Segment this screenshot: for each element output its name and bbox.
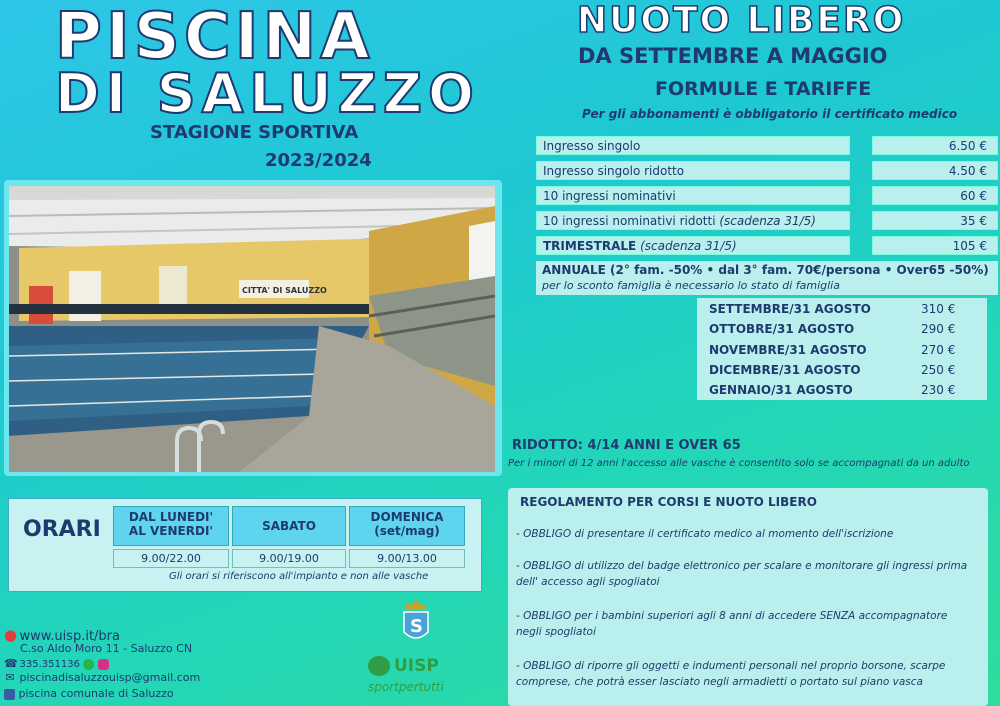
reduced-note: Per i minori di 12 anni l'accesso alle vasche è consentito solo se accompagnati da un adulto — [508, 458, 970, 469]
contact-address: C.so Aldo Moro 11 - Saluzzo CN — [20, 642, 193, 655]
day-line1: SABATO — [262, 519, 316, 533]
rule-item: - OBBLIGO per i bambini superiori agli 8 anni di accedere SENZA accompagnatore negli spogliatoi — [516, 610, 948, 638]
period-label: SETTEMBRE/31 AGOSTO — [709, 302, 871, 316]
rule-item: - OBBLIGO di riporre gli oggetti e indumenti personali nel proprio borsone, scarpe comprese, che potrà esser lasciato negli armadietti o portato sul piano vasca — [516, 660, 946, 688]
season-label: STAGIONE SPORTIVA — [150, 122, 359, 143]
period-label: GENNAIO/31 AGOSTO — [709, 383, 853, 397]
contact-phone[interactable]: 335.351136 — [19, 659, 80, 670]
schedule-box — [8, 498, 482, 592]
day-line1: DOMENICA — [370, 510, 444, 524]
facebook-icon — [4, 689, 15, 700]
tariff-label: Ingresso singolo — [543, 139, 641, 153]
tariff-row — [536, 211, 850, 230]
annual-periods — [697, 298, 987, 400]
day-line1: DAL LUNEDI' — [128, 510, 214, 524]
schedule-hours: 9.00/19.00 — [232, 549, 346, 568]
schedule-label: ORARI — [23, 517, 101, 542]
offer-subtitle: FORMULE E TARIFFE — [655, 78, 872, 100]
uisp-brand: UISP — [394, 656, 439, 676]
day-line2: AL VENERDI' — [128, 524, 214, 538]
tariff-row — [536, 161, 850, 180]
tariff-row — [536, 136, 850, 155]
tariff-price: 105 € — [872, 236, 998, 255]
schedule-day-header — [232, 506, 346, 546]
uisp-mark-icon — [368, 656, 390, 676]
tariff-label: Ingresso singolo ridotto — [543, 164, 685, 178]
tariff-label: 10 ingressi nominativi — [543, 189, 676, 203]
tariff-price: 4.50 € — [872, 161, 998, 180]
annual-label: ANNUALE (2° fam. -50% • dal 3° fam. 70€/persona • Over65 -50%) — [542, 263, 989, 277]
period-label: NOVEMBRE/31 AGOSTO — [709, 343, 867, 357]
tariff-price: 6.50 € — [872, 136, 998, 155]
annual-box — [536, 261, 998, 295]
rules-title: REGOLAMENTO PER CORSI E NUOTO LIBERO — [520, 495, 817, 509]
main-subtitle: DI SALUZZO — [55, 62, 480, 125]
map-pin-icon: ● — [4, 626, 18, 644]
uisp-logo — [368, 656, 452, 700]
svg-text:S: S — [410, 616, 423, 637]
schedule-day-header — [113, 506, 229, 546]
tariff-row — [536, 236, 850, 255]
contact-phone-row[interactable] — [4, 657, 109, 670]
schedule-note: Gli orari si riferiscono all'impianto e non alle vasche — [169, 571, 429, 582]
contact-website[interactable]: www.uisp.it/bra — [19, 629, 120, 644]
rule-item: - OBBLIGO di presentare il certificato medico al momento dell'iscrizione — [516, 528, 894, 540]
offer-period: DA SETTEMBRE A MAGGIO — [578, 44, 888, 68]
whatsapp-icon — [83, 659, 94, 670]
photo-sign: CITTA' DI SALUZZO — [242, 286, 327, 295]
instagram-icon — [98, 659, 109, 670]
period-label: DICEMBRE/31 AGOSTO — [709, 363, 861, 377]
period-price: 310 € — [921, 302, 956, 316]
tariff-label: 10 ingressi nominativi ridotti — [543, 214, 716, 228]
email-icon: ✉ — [5, 671, 15, 684]
period-price: 290 € — [921, 322, 956, 336]
schedule-day-header — [349, 506, 465, 546]
main-title: PISCINA — [55, 0, 374, 74]
contact-facebook[interactable]: piscina comunale di Saluzzo — [18, 687, 174, 700]
tariff-note: (scadenza 31/5) — [640, 239, 737, 253]
rule-item: - OBBLIGO di utilizzo del badge elettronico per scalare e monitorare gli ingressi prima dell' accesso agli spogliatoi — [516, 560, 968, 588]
period-price: 250 € — [921, 363, 956, 377]
season-year: 2023/2024 — [265, 150, 372, 171]
contact-email-row[interactable] — [4, 671, 200, 684]
offer-title: NUOTO LIBERO — [577, 0, 906, 41]
tariff-note: (scadenza 31/5) — [719, 214, 816, 228]
reduced-title: RIDOTTO: 4/14 ANNI E OVER 65 — [512, 438, 741, 453]
phone-icon: ☎ — [4, 657, 18, 670]
contact-email[interactable]: piscinadisaluzzouisp@gmail.com — [19, 671, 201, 684]
day-line2: (set/mag) — [374, 524, 440, 538]
uisp-tagline: sportpertutti — [368, 680, 444, 694]
saluzzo-crest-logo — [400, 598, 432, 646]
period-price: 270 € — [921, 343, 956, 357]
tariff-row — [536, 186, 850, 205]
rules-panel — [508, 488, 988, 706]
tariff-price: 35 € — [872, 211, 998, 230]
certificate-note: Per gli abbonamenti è obbligatorio il certificato medico — [582, 107, 958, 121]
schedule-hours: 9.00/22.00 — [113, 549, 229, 568]
period-label: OTTOBRE/31 AGOSTO — [709, 322, 855, 336]
pool-photo — [9, 186, 495, 472]
contact-facebook-row[interactable] — [4, 687, 174, 700]
tariff-price: 60 € — [872, 186, 998, 205]
annual-note: per lo sconto famiglia è necessario lo stato di famiglia — [542, 279, 840, 292]
tariff-label: TRIMESTRALE — [543, 239, 637, 253]
period-price: 230 € — [921, 383, 956, 397]
schedule-hours: 9.00/13.00 — [349, 549, 465, 568]
